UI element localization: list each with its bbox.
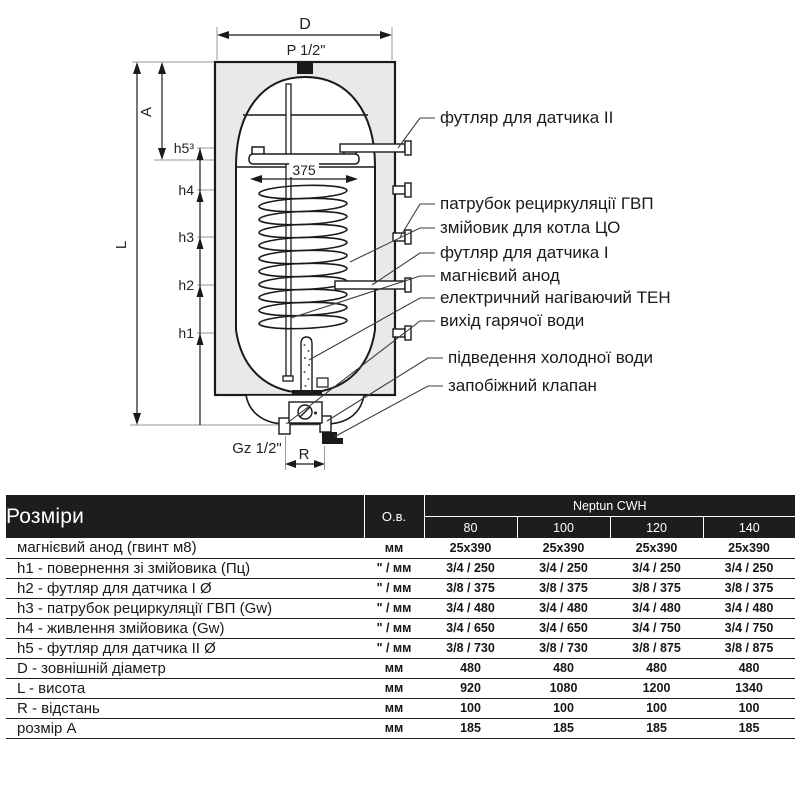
dim-P-label: P 1/2": [286, 43, 326, 59]
value-cell: 100: [610, 698, 703, 718]
value-cell: 480: [517, 658, 610, 678]
sensor-sleeve-i-pipe: [335, 281, 405, 289]
value-cell: 3/4 / 480: [703, 598, 795, 618]
table-row: [6, 678, 795, 698]
dim-Gz-label: Gz 1/2": [232, 440, 282, 457]
table-row: [6, 718, 795, 738]
value-cell: 3/8 / 375: [703, 578, 795, 598]
value-cell: 3/4 / 480: [517, 598, 610, 618]
table-row: [6, 658, 795, 678]
top-port: [297, 62, 313, 74]
callout-electric-heater: електричний нагіваючий ТЕН: [440, 288, 671, 307]
size-header-100: 100: [517, 517, 610, 539]
dim-375-label: 375: [292, 162, 316, 178]
value-cell: 185: [517, 718, 610, 738]
callout-safety-valve: запобіжний клапан: [448, 376, 597, 395]
callout-magnesium-anode: магнієвий анод: [440, 266, 560, 285]
value-cell: 480: [703, 658, 795, 678]
dim-L: [113, 62, 141, 425]
table-row: [6, 698, 795, 718]
value-cell: 100: [424, 698, 517, 718]
dim-h2-label: h2: [178, 277, 194, 293]
param-unit: мм: [364, 678, 424, 698]
callout-sensor-sleeve-i: футляр для датчика I: [440, 243, 609, 262]
table-row: [6, 598, 795, 618]
dim-D: [217, 16, 392, 59]
bottom-assembly: [246, 395, 364, 444]
spec-table: [6, 495, 795, 739]
value-cell: 480: [610, 658, 703, 678]
value-cell: 3/8 / 375: [610, 578, 703, 598]
callout-coil-for-boiler: змійовик для котла ЦО: [440, 218, 621, 237]
table-row: [6, 558, 795, 578]
param-unit: " / мм: [364, 598, 424, 618]
value-cell: 3/8 / 875: [610, 638, 703, 658]
value-cell: 480: [424, 658, 517, 678]
param-unit: мм: [364, 658, 424, 678]
value-cell: 3/4 / 250: [517, 558, 610, 578]
value-cell: 3/4 / 750: [703, 618, 795, 638]
table-row: [6, 618, 795, 638]
param-unit: мм: [364, 538, 424, 558]
value-cell: 185: [610, 718, 703, 738]
table-title: Розміри: [6, 495, 364, 538]
coil-feed-pipe: [393, 186, 405, 194]
value-cell: 100: [703, 698, 795, 718]
param-name: L - висота: [6, 678, 364, 698]
dim-h3-label: h3: [178, 229, 194, 245]
dim-R-label: R: [298, 446, 310, 463]
value-cell: 3/8 / 375: [517, 578, 610, 598]
value-cell: 3/4 / 480: [610, 598, 703, 618]
dim-h4-label: h4: [178, 182, 194, 198]
param-name: h4 - живлення змійовика (Gw): [6, 618, 364, 638]
value-cell: 3/4 / 250: [610, 558, 703, 578]
table-row: [6, 578, 795, 598]
table-row: [6, 538, 795, 558]
value-cell: 3/4 / 650: [517, 618, 610, 638]
param-unit: " / мм: [364, 558, 424, 578]
param-name: D - зовнішній діаметр: [6, 658, 364, 678]
param-unit: мм: [364, 718, 424, 738]
value-cell: 1080: [517, 678, 610, 698]
param-unit: " / мм: [364, 618, 424, 638]
value-cell: 1200: [610, 678, 703, 698]
value-cell: 3/8 / 730: [424, 638, 517, 658]
dim-h: [174, 140, 204, 425]
value-cell: 3/8 / 730: [517, 638, 610, 658]
param-name: магнієвий анод (гвинт м8): [6, 538, 364, 558]
dim-D-label: D: [299, 16, 311, 33]
value-cell: 3/4 / 250: [703, 558, 795, 578]
callout-hot-water-outlet: вихід гарячої води: [440, 311, 585, 330]
callout-sensor-sleeve-ii: футляр для датчика II: [440, 108, 614, 127]
value-cell: 25x390: [703, 538, 795, 558]
unit-column-header: О.в.: [364, 495, 424, 538]
size-header-140: 140: [703, 517, 795, 539]
dim-h5-label: h5³: [173, 140, 194, 156]
value-cell: 1340: [703, 678, 795, 698]
dim-A: [138, 62, 166, 160]
value-cell: 185: [703, 718, 795, 738]
value-cell: 3/4 / 650: [424, 618, 517, 638]
value-cell: 25x390: [517, 538, 610, 558]
param-name: h5 - футляр для датчика II Ø: [6, 638, 364, 658]
param-name: h2 - футляр для датчика I Ø: [6, 578, 364, 598]
dim-L-label: L: [113, 240, 130, 250]
value-cell: 3/8 / 875: [703, 638, 795, 658]
callout-cold-water-inlet: підведення холодної води: [448, 348, 654, 367]
dim-h1-label: h1: [178, 325, 194, 341]
table-row: [6, 638, 795, 658]
value-cell: 3/4 / 750: [610, 618, 703, 638]
param-name: R - відстань: [6, 698, 364, 718]
value-cell: 185: [424, 718, 517, 738]
sensor-sleeve-ii-pipe: [340, 144, 405, 152]
value-cell: 920: [424, 678, 517, 698]
coil-return-pipe: [393, 329, 405, 337]
param-unit: " / мм: [364, 638, 424, 658]
value-cell: 3/4 / 480: [424, 598, 517, 618]
dim-R: [232, 440, 325, 468]
brand-header: Neptun CWH: [424, 495, 795, 517]
size-header-80: 80: [424, 517, 517, 539]
value-cell: 100: [517, 698, 610, 718]
param-name: h3 - патрубок рециркуляції ГВП (Gw): [6, 598, 364, 618]
value-cell: 3/8 / 375: [424, 578, 517, 598]
size-header-120: 120: [610, 517, 703, 539]
value-cell: 25x390: [610, 538, 703, 558]
param-unit: мм: [364, 698, 424, 718]
value-cell: 3/4 / 250: [424, 558, 517, 578]
callout-labels: [440, 108, 671, 395]
param-name: h1 - повернення зі змійовика (Пц): [6, 558, 364, 578]
param-name: розмір A: [6, 718, 364, 738]
param-unit: " / мм: [364, 578, 424, 598]
value-cell: 25x390: [424, 538, 517, 558]
callout-dhw-recirculation-port: патрубок рециркуляції ГВП: [440, 194, 654, 213]
dim-A-label: A: [138, 106, 155, 118]
